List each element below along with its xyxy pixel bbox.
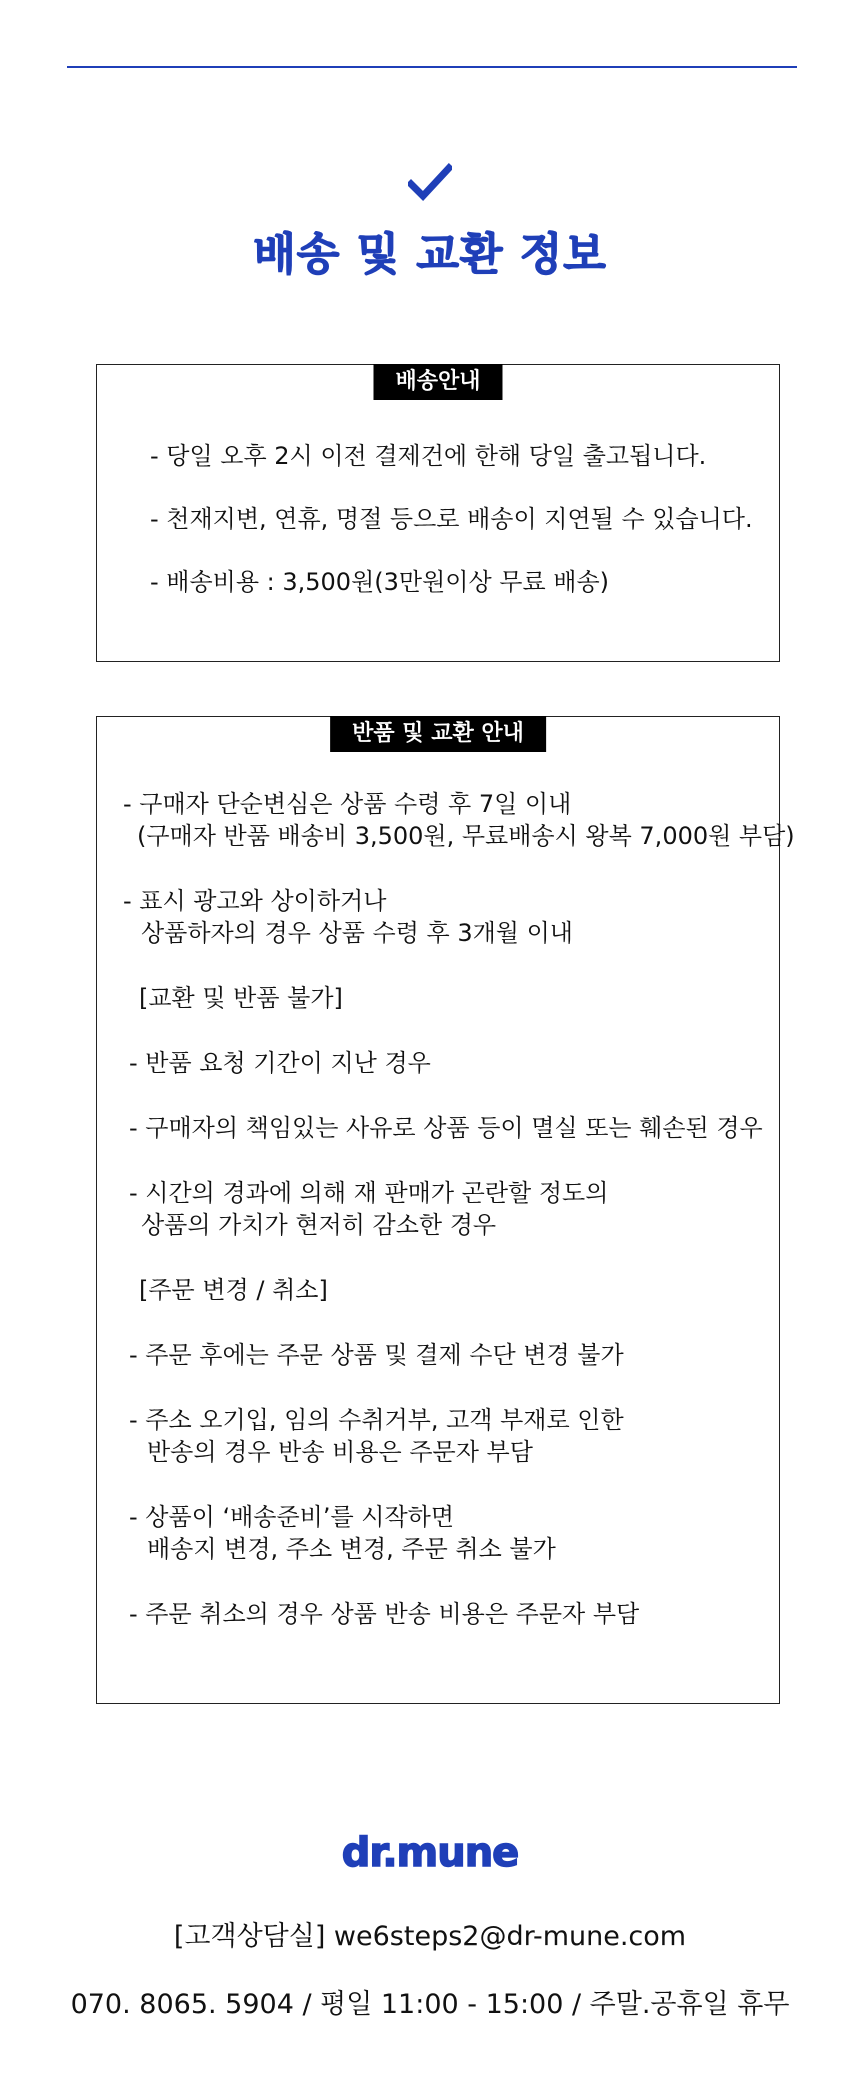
page-title: 배송 및 교환 정보 [253,229,607,280]
returns-line: - 주소 오기입, 임의 수취거부, 고객 부재로 인한 [129,1406,624,1434]
returns-line: 반송의 경우 반송 비용은 주문자 부담 [147,1438,533,1466]
delivery-info-box [96,364,780,662]
returns-line: - 시간의 경과에 의해 재 판매가 곤란할 정도의 [129,1179,609,1207]
returns-line: - 주문 취소의 경우 상품 반송 비용은 주문자 부담 [129,1600,640,1628]
returns-subheading: [교환 및 반품 불가] [139,984,343,1012]
top-divider [67,66,797,68]
returns-line: 상품의 가치가 현저히 감소한 경우 [141,1211,497,1239]
checkmark-icon [408,163,452,203]
returns-line: - 상품이 ‘배송준비’를 시작하면 [129,1503,455,1531]
returns-label: 반품 및 교환 안내 [330,716,546,752]
returns-line: - 표시 광고와 상이하거나 [123,887,387,915]
business-hours: 070. 8065. 5904 / 평일 11:00 - 15:00 / 주말.공휴일 휴무 [70,1989,790,2020]
delivery-label: 배송안내 [373,364,502,400]
returns-subheading: [주문 변경 / 취소] [139,1276,328,1304]
delivery-line: - 배송비용 : 3,500원(3만원이상 무료 배송) [150,568,609,596]
delivery-line: - 천재지변, 연휴, 명절 등으로 배송이 지연될 수 있습니다. [150,505,753,533]
returns-info-box [96,716,795,1704]
returns-line: 배송지 변경, 주소 변경, 주문 취소 불가 [147,1535,556,1563]
returns-line: 상품하자의 경우 상품 수령 후 3개월 이내 [141,919,573,947]
delivery-line: - 당일 오후 2시 이전 결제건에 한해 당일 출고됩니다. [150,442,707,470]
customer-service-contact: [고객상담실] we6steps2@dr-mune.com [173,1921,687,1952]
returns-line: - 주문 후에는 주문 상품 및 결제 수단 변경 불가 [129,1341,624,1369]
brand-logo: dr.mune [341,1830,519,1876]
returns-line: - 반품 요청 기간이 지난 경우 [129,1049,431,1077]
returns-line: - 구매자 단순변심은 상품 수령 후 7일 이내 [123,790,572,818]
returns-line: - 구매자의 책임있는 사유로 상품 등이 멸실 또는 훼손된 경우 [129,1114,763,1142]
returns-line: (구매자 반품 배송비 3,500원, 무료배송시 왕복 7,000원 부담) [137,822,795,850]
